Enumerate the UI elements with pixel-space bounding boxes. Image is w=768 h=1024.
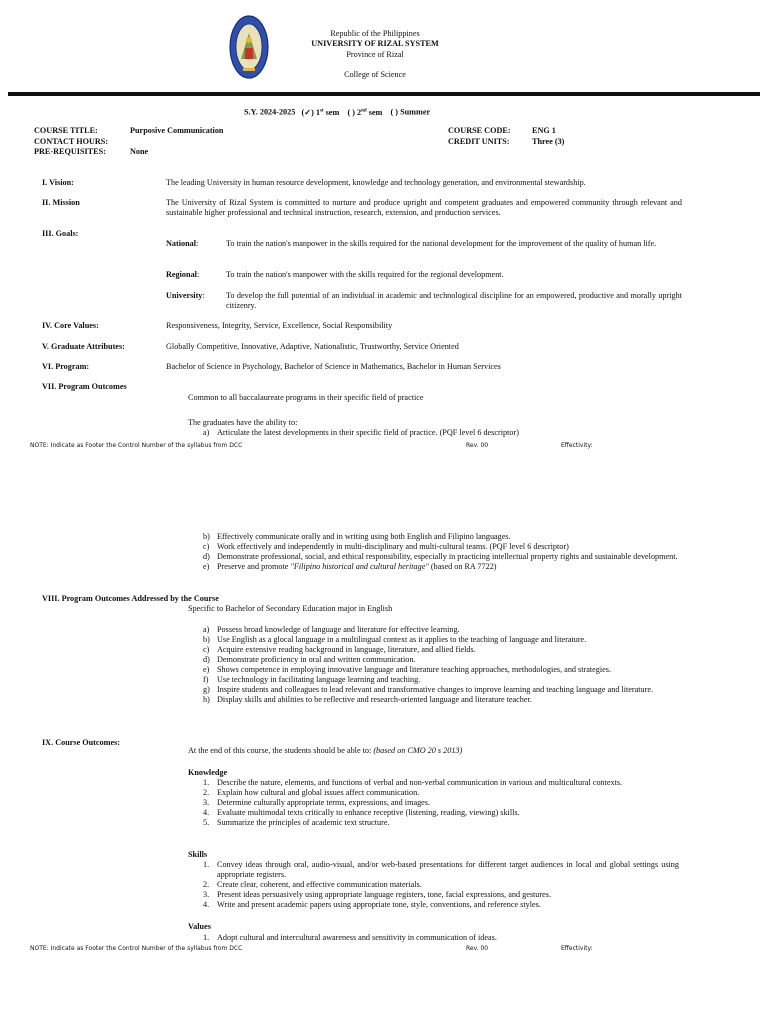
list-item: 3. Present ideas persuasively using appropriate language registers, tone, facial expressions, and gestures. xyxy=(203,890,551,899)
program-outcomes-common: Common to all baccalaureate programs in their specific field of practice xyxy=(188,393,424,402)
skills-list xyxy=(203,860,679,910)
list-item: b) Effectively communicate orally and in writing using both English and Filipino languages. xyxy=(203,532,511,541)
vision-label: I. Vision: xyxy=(42,178,74,187)
viii-specific: Specific to Bachelor of Secondary Education major in English xyxy=(188,604,393,613)
values-list xyxy=(203,933,679,943)
viii-list xyxy=(203,625,679,705)
knowledge-list xyxy=(203,778,679,828)
province-text: Province of Rizal xyxy=(346,50,404,59)
footer-effectivity: Effectivity: xyxy=(561,945,593,952)
course-code-value: ENG 1 xyxy=(532,126,556,135)
university-name: UNIVERSITY OF RIZAL SYSTEM xyxy=(311,39,439,48)
term-line xyxy=(244,106,544,118)
list-item: d) Demonstrate professional, social, and ethical responsibility, especially in practicing intellectual property rights and sustainable development. xyxy=(203,552,678,561)
list-item: 1. Adopt cultural and intercultural awareness and sensitivity in communication of ideas. xyxy=(203,933,497,942)
goal-regional: Regional: To train the nation's manpower with the skills required for the regional development. xyxy=(166,270,504,279)
skills-heading: Skills xyxy=(188,850,208,859)
mission-text: The University of Rizal System is committed to nurture and produce upright and competent graduates and empowered community through relevant and sustainable higher professional and technical instruction, research, extension, and production services. xyxy=(166,198,682,217)
college-name: College of Science xyxy=(344,70,406,79)
list-item: 4. Write and present academic papers using appropriate tone, style, conventions, and reference styles. xyxy=(203,900,541,909)
vision-text: The leading University in human resource development, knowledge and technology generation, and environmental stewardship. xyxy=(166,178,586,187)
values-heading: Values xyxy=(188,922,211,931)
graduate-attributes-text: Globally Competitive, Innovative, Adaptive, Nationalistic, Trustworthy, Service Oriented xyxy=(166,342,459,351)
credit-units-label: CREDIT UNITS: xyxy=(448,137,510,146)
list-item: b) Use English as a glocal language in a multilingual context as it applies to the teaching of language and literature. xyxy=(203,635,587,644)
footer-rev: Rev. 00 xyxy=(466,945,489,952)
prereq-value: None xyxy=(130,147,149,156)
list-item: c) Acquire extensive reading background in language, literature, and allied fields. xyxy=(203,645,476,654)
list-item: e) Shows competence in employing innovative language and literature teaching approaches, methodologies, and strategies. xyxy=(203,665,612,674)
program-outcome-a: a) Articulate the latest developments in their specific field of practice. (PQF level 6 descriptor) xyxy=(203,428,519,437)
program-outcomes-continued xyxy=(203,532,682,572)
course-title-label: COURSE TITLE: xyxy=(34,126,98,135)
list-item: h) Display skills and abilities to be reflective and research-oriented language and literature teacher. xyxy=(203,695,532,704)
course-outcomes-label: IX. Course Outcomes: xyxy=(42,738,120,747)
list-item: f) Use technology in facilitating language learning and teaching. xyxy=(203,675,421,684)
footer-note: NOTE: Indicate as Footer the Control Number of the syllabus from DCC xyxy=(30,945,243,952)
list-item: e) Preserve and promote "Filipino historical and cultural heritage" (based on RA 7722) xyxy=(203,562,497,571)
list-item: a) Possess broad knowledge of language and literature for effective learning. xyxy=(203,625,460,634)
list-item: 5. Summarize the principles of academic text structure. xyxy=(203,818,390,827)
list-item: c) Work effectively and independently in multi-disciplinary and multi-cultural teams. (PQF level 6 descriptor) xyxy=(203,542,569,551)
summer-checkbox: ( ) Summer xyxy=(390,107,431,117)
program-label: VI. Program: xyxy=(42,362,90,371)
second-sem-checkbox: ( ) 2nd sem xyxy=(347,107,383,117)
list-item: 1. Convey ideas through oral, audio-visual, and/or web-based presentations for different target audiences in local and global settings using appropriate registers. xyxy=(203,860,679,879)
core-values-label: IV. Core Values: xyxy=(42,321,99,330)
first-sem-checkbox: (✓) 1st sem xyxy=(301,107,340,117)
viii-label: VIII. Program Outcomes Addressed by the Course xyxy=(42,594,219,603)
university-seal xyxy=(229,15,269,79)
republic-text: Republic of the Philippines xyxy=(330,29,420,38)
goal-national: National: To train the nation's manpower in the skills required for the national development for the improvement of the quality of human life. xyxy=(166,239,657,248)
footer-note: NOTE: Indicate as Footer the Control Number of the syllabus from DCC xyxy=(30,442,243,449)
course-code-label: COURSE CODE: xyxy=(448,126,511,135)
list-item: 2. Create clear, coherent, and effective communication materials. xyxy=(203,880,422,889)
list-item: 2. Explain how cultural and global issues affect communication. xyxy=(203,788,420,797)
contact-hours-label: CONTACT HOURS: xyxy=(34,137,109,146)
program-text: Bachelor of Science in Psychology, Bachelor of Science in Mathematics, Bachelor in Human Services xyxy=(166,362,501,371)
list-item: d) Demonstrate proficiency in oral and written communication. xyxy=(203,655,416,664)
graduate-attributes-label: V. Graduate Attributes: xyxy=(42,342,125,351)
school-year: S.Y. 2024-2025 xyxy=(244,107,296,117)
core-values-text: Responsiveness, Integrity, Service, Excellence, Social Responsibility xyxy=(166,321,393,330)
list-item: g) Inspire students and colleagues to lead relevant and transformative changes to improve learning and teaching language and literature. xyxy=(203,685,654,694)
footer-rev: Rev. 00 xyxy=(466,442,489,449)
course-outcomes-intro: At the end of this course, the students should be able to: (based on CMO 20 s 2013) xyxy=(188,746,463,755)
mission-label: II. Mission xyxy=(42,198,80,207)
program-outcomes-intro: The graduates have the ability to: xyxy=(188,418,298,427)
goal-university: University: To develop the full potential of an individual in academic and technological discipline for an empowered, productive and morally upright citizenry. xyxy=(166,291,682,310)
prereq-label: PRE-REQUISITES: xyxy=(34,147,106,156)
knowledge-heading: Knowledge xyxy=(188,768,228,777)
program-outcomes-label: VII. Program Outcomes xyxy=(42,382,127,391)
goals-label: III. Goals: xyxy=(42,229,79,238)
header-divider xyxy=(8,92,760,96)
list-item: 1. Describe the nature, elements, and functions of verbal and non-verbal communication in various and multicultural contexts. xyxy=(203,778,623,787)
course-title-value: Purposive Communication xyxy=(130,126,224,135)
list-item: 3. Determine culturally appropriate terms, expressions, and images. xyxy=(203,798,431,807)
credit-units-value: Three (3) xyxy=(532,137,565,146)
list-item: 4. Evaluate multimodal texts critically to enhance receptive (listening, reading, viewing) skills. xyxy=(203,808,520,817)
footer-effectivity: Effectivity: xyxy=(561,442,593,449)
